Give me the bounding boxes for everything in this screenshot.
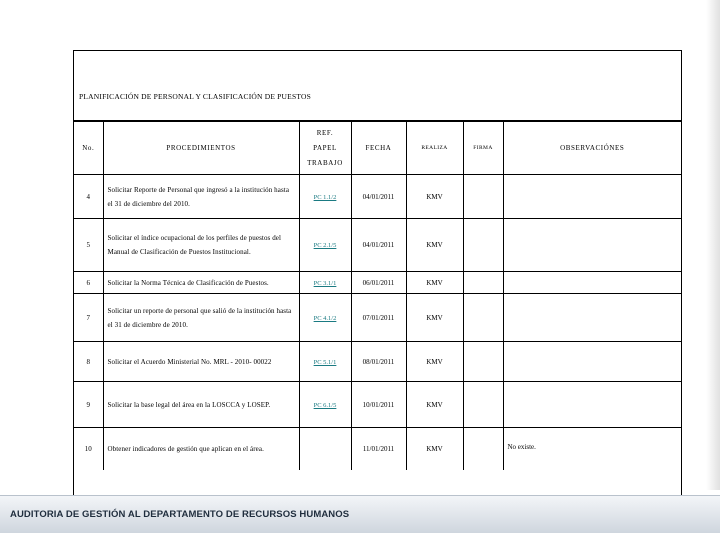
row-procedure: Solicitar la Norma Técnica de Clasificación de Puestos. [103, 272, 299, 294]
table-row [74, 342, 681, 382]
row-done-by: KMV [406, 272, 463, 294]
document-title: PLANIFICACIÓN DE PERSONAL Y CLASIFICACIÓN DE PUESTOS [79, 92, 311, 101]
row-number: 10 [74, 428, 103, 470]
row-procedure: Obtener indicadores de gestión que aplican en el área. [103, 428, 299, 470]
table-row [74, 175, 681, 219]
procedures-table [74, 121, 681, 470]
row-observations [503, 272, 681, 294]
row-signature [463, 428, 503, 470]
row-number: 4 [74, 175, 103, 219]
row-date: 07/01/2011 [351, 294, 406, 342]
table-row [74, 272, 681, 294]
row-procedure: Solicitar el índice ocupacional de los perfiles de puestos del Manual de Clasificación de Puestos Institucional. [103, 219, 299, 272]
row-ref-cell [299, 428, 351, 470]
header-observations: OBSERVACIÓNES [503, 122, 681, 175]
row-ref-link[interactable]: PC 6.1/5 [313, 401, 337, 409]
row-procedure: Solicitar el Acuerdo Ministerial No. MRL - 2010- 00022 [103, 342, 299, 382]
row-observations [503, 342, 681, 382]
table-row [74, 219, 681, 272]
row-date: 10/01/2011 [351, 382, 406, 428]
row-number: 6 [74, 272, 103, 294]
row-number: 5 [74, 219, 103, 272]
row-ref-cell [299, 175, 351, 219]
header-procedures: PROCEDIMIENTOS [103, 122, 299, 175]
row-done-by: KMV [406, 428, 463, 470]
row-observations [503, 294, 681, 342]
row-ref-link[interactable]: PC 3.1/1 [313, 279, 337, 287]
page-shadow [706, 0, 720, 490]
row-done-by: KMV [406, 342, 463, 382]
row-observations: No existe. [503, 428, 681, 470]
row-observations [503, 175, 681, 219]
footer-banner [0, 495, 720, 533]
table-row [74, 294, 681, 342]
row-observations [503, 382, 681, 428]
footer-title: AUDITORIA DE GESTIÓN AL DEPARTAMENTO DE RECURSOS HUMANOS [10, 509, 350, 520]
header-ref-line2: PAPEL [313, 143, 337, 152]
row-signature [463, 272, 503, 294]
header-ref [299, 122, 351, 175]
row-ref-link[interactable]: PC 4.1/2 [313, 314, 337, 322]
header-ref-line1: REF. [316, 128, 334, 137]
row-ref-cell [299, 342, 351, 382]
header-done-by: REALIZA [406, 122, 463, 175]
row-number: 7 [74, 294, 103, 342]
row-done-by: KMV [406, 175, 463, 219]
row-signature [463, 342, 503, 382]
header-date: FECHA [351, 122, 406, 175]
table-row [74, 382, 681, 428]
row-ref-cell [299, 382, 351, 428]
row-number: 8 [74, 342, 103, 382]
header-ref-line3: TRABAJO [307, 158, 343, 167]
row-procedure: Solicitar la base legal del área en la LOSCCA y LOSEP. [103, 382, 299, 428]
row-done-by: KMV [406, 382, 463, 428]
header-signature: FIRMA [463, 122, 503, 175]
row-observations [503, 219, 681, 272]
row-done-by: KMV [406, 294, 463, 342]
row-ref-cell [299, 272, 351, 294]
row-signature [463, 219, 503, 272]
row-date: 04/01/2011 [351, 219, 406, 272]
document-frame [73, 50, 682, 496]
row-ref-cell [299, 219, 351, 272]
row-signature [463, 382, 503, 428]
row-signature [463, 294, 503, 342]
row-ref-cell [299, 294, 351, 342]
row-date: 04/01/2011 [351, 175, 406, 219]
row-ref-link[interactable]: PC 1.1/2 [313, 193, 337, 201]
row-signature [463, 175, 503, 219]
row-date: 08/01/2011 [351, 342, 406, 382]
row-done-by: KMV [406, 219, 463, 272]
row-procedure: Solicitar un reporte de personal que salió de la institución hasta el 31 de diciembre de 2010. [103, 294, 299, 342]
table-row [74, 428, 681, 470]
header-no: No. [74, 122, 103, 175]
row-ref-link[interactable]: PC 2.1/5 [313, 242, 337, 249]
row-date: 06/01/2011 [351, 272, 406, 294]
document-header [74, 51, 681, 121]
row-date: 11/01/2011 [351, 428, 406, 470]
row-number: 9 [74, 382, 103, 428]
table-header-row [74, 122, 681, 175]
row-ref-link[interactable]: PC 5.1/1 [313, 358, 337, 366]
row-procedure: Solicitar Reporte de Personal que ingresó a la institución hasta el 31 de diciembre del 2010. [103, 175, 299, 219]
